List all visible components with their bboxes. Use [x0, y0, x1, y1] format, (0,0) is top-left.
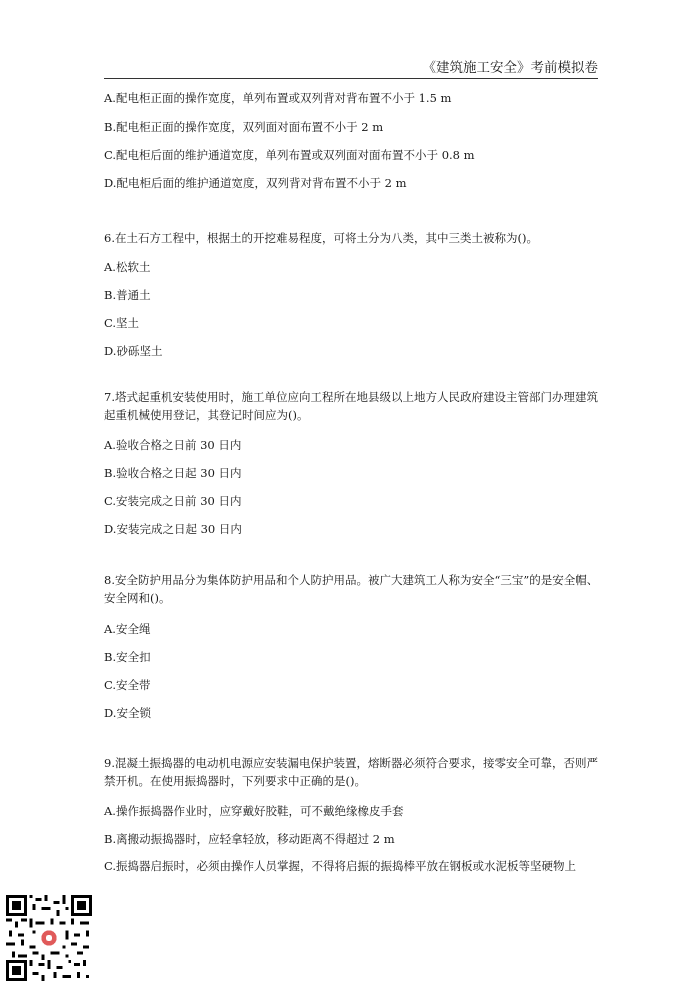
- option-a: A.操作振捣器作业时，应穿戴好胶鞋，可不戴绝缘橡皮手套: [104, 804, 404, 818]
- question-6: 6.在土石方工程中，根据土的开挖难易程度，可将土分为八类，其中三类土被称为()。: [104, 231, 538, 245]
- option-a: A.验收合格之日前 30 日内: [104, 438, 242, 452]
- option-c: C.配电柜后面的维护通道宽度，单列布置或双列面对面布置不小于 0.8 m: [104, 148, 475, 162]
- header-title: 《建筑施工安全》考前模拟卷: [422, 60, 598, 76]
- qr-code-icon: [6, 895, 92, 981]
- option-a: A.松软土: [104, 260, 151, 274]
- question-7: 7.塔式起重机安装使用时，施工单位应向工程所在地县级以上地方人民政府建设主管部门办理建筑起重机械使用登记，其登记时间应为()。: [104, 390, 598, 422]
- running-header: [104, 60, 598, 79]
- option-d: D.砂砾坚土: [104, 344, 163, 358]
- question-8: 8.安全防护用品分为集体防护用品和个人防护用品。被广大建筑工人称为安全“三宝”的是安全帽、安全网和()。: [104, 573, 599, 605]
- option-c: C.坚土: [104, 316, 140, 330]
- option-b: B.安全扣: [104, 650, 151, 664]
- option-c: C.安全带: [104, 678, 151, 692]
- option-b: B.离搬动振捣器时，应轻拿轻放，移动距离不得超过 2 m: [104, 832, 395, 846]
- option-d: D.配电柜后面的维护通道宽度，双列背对背布置不小于 2 m: [104, 176, 407, 190]
- option-b: B.普通土: [104, 288, 151, 302]
- option-b: B.验收合格之日起 30 日内: [104, 466, 242, 480]
- option-c: C.安装完成之日前 30 日内: [104, 494, 242, 508]
- question-9: 9.混凝土振捣器的电动机电源应安装漏电保护装置，熔断器必须符合要求，接零安全可靠，否则严禁开机。在使用振捣器时，下列要求中正确的是()。: [104, 756, 598, 788]
- option-a: A.安全绳: [104, 622, 151, 636]
- option-d: D.安装完成之日起 30 日内: [104, 522, 242, 536]
- option-d: D.安全锁: [104, 706, 151, 720]
- option-b: B.配电柜正面的操作宽度，双列面对面布置不小于 2 m: [104, 120, 384, 134]
- option-c: C.振捣器启振时，必须由操作人员掌握，不得将启振的振捣棒平放在钢板或水泥板等坚硬物上: [104, 859, 577, 873]
- option-a: A.配电柜正面的操作宽度，单列布置或双列背对背布置不小于 1.5 m: [104, 91, 452, 105]
